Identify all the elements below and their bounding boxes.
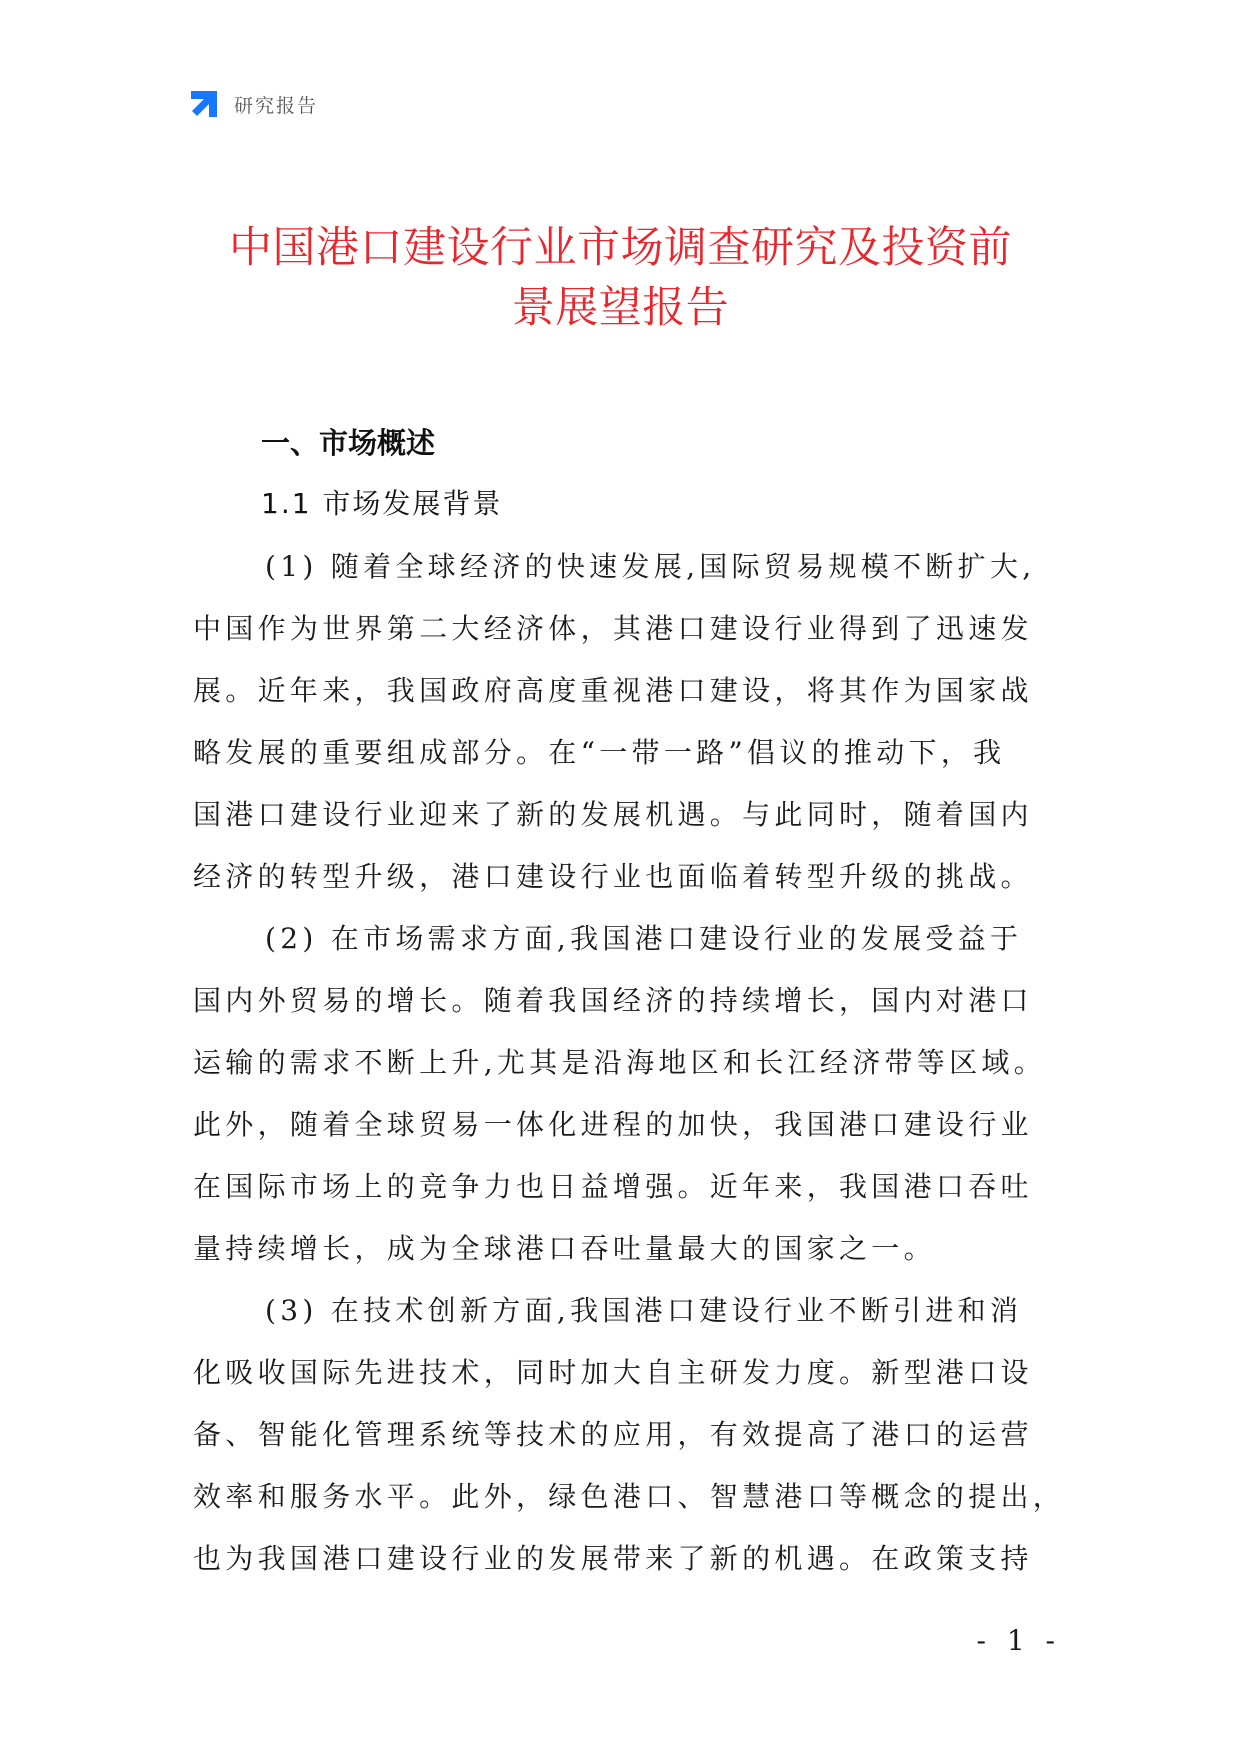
paragraph-line: 在国际市场上的竞争力也日益增强。近年来，我国港口吞吐 xyxy=(193,1170,1033,1203)
subsection-heading: 1.1 市场发展背景 xyxy=(261,487,503,520)
paragraph-2 xyxy=(193,908,1063,1280)
paragraph-line: 运输的需求不断上升,尤其是沿海地区和长江经济带等区域。 xyxy=(193,1046,1047,1079)
paragraph-3 xyxy=(193,1280,1066,1590)
paragraph-line: 中国作为世界第二大经济体，其港口建设行业得到了迅速发 xyxy=(193,612,1033,645)
paragraph-line: 量持续增长，成为全球港口吞吐量最大的国家之一。 xyxy=(193,1232,936,1265)
paragraph-line: (2) 在市场需求方面,我国港口建设行业的发展受益于 xyxy=(265,922,1023,955)
paragraph-line: 备、智能化管理系统等技术的应用，有效提高了港口的运营 xyxy=(193,1418,1033,1451)
report-title xyxy=(150,218,1091,338)
paragraph-1 xyxy=(193,536,1063,908)
header-label: 研究报告 xyxy=(234,94,319,117)
paragraph-line: 国港口建设行业迎来了新的发展机遇。与此同时，随着国内 xyxy=(193,798,1033,831)
section-heading: 一、市场概述 xyxy=(261,426,436,460)
paragraph-line: 此外，随着全球贸易一体化进程的加快，我国港口建设行业 xyxy=(193,1108,1033,1141)
title-line-2: 景展望报告 xyxy=(511,283,730,333)
paragraph-line: 化吸收国际先进技术，同时加大自主研发力度。新型港口设 xyxy=(193,1356,1033,1389)
paragraph-line: 经济的转型升级，港口建设行业也面临着转型升级的挑战。 xyxy=(193,860,1033,893)
paragraph-line: 也为我国港口建设行业的发展带来了新的机遇。在政策支持 xyxy=(193,1542,1033,1575)
paragraph-line: 展。近年来，我国政府高度重视港口建设，将其作为国家战 xyxy=(193,674,1033,707)
paragraph-line: 国内外贸易的增长。随着我国经济的持续增长，国内对港口 xyxy=(193,984,1033,1017)
arrow-logo-icon xyxy=(188,88,220,120)
report-header xyxy=(188,88,318,120)
paragraph-line: 效率和服务水平。此外，绿色港口、智慧港口等概念的提出， xyxy=(193,1480,1066,1513)
paragraph-line: (1) 随着全球经济的快速发展,国际贸易规模不断扩大, xyxy=(265,550,1036,583)
title-line-1: 中国港口建设行业市场调查研究及投资前 xyxy=(229,223,1012,273)
page-number: - 1 - xyxy=(976,1624,1061,1657)
paragraph-line: 略发展的重要组成部分。在“一带一路”倡议的推动下，我 xyxy=(193,736,1006,769)
paragraph-line: (3) 在技术创新方面,我国港口建设行业不断引进和消 xyxy=(265,1294,1023,1327)
